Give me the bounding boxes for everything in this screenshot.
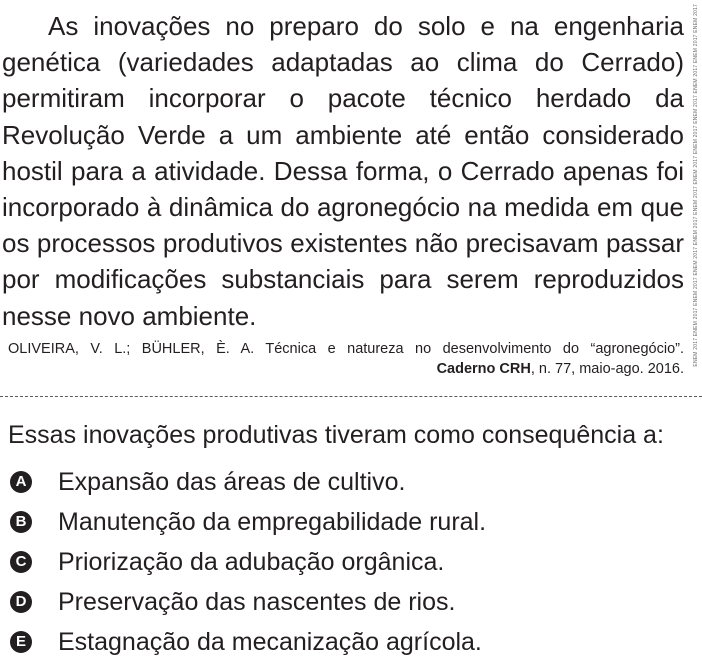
option-c-letter-badge: C	[10, 551, 32, 573]
option-b[interactable]	[10, 502, 690, 542]
option-a[interactable]	[10, 462, 690, 502]
passage-text: As inovações no preparo do solo e na engenharia genética (variedades adaptadas ao clima do Cerrado) permitiram incorporar o pacote técnico herdado da Revolução Verde a um ambiente até então considerado hostil para a atividade. Dessa forma, o Cerrado apenas foi incorporado à dinâmica do agronegócio na medida em que os processos produtivos existentes não precisavam passar por modificações substanciais para serem reproduzidos nesse novo ambiente.	[2, 11, 684, 331]
option-b-letter-badge: B	[10, 511, 32, 533]
exam-watermark	[690, 4, 702, 388]
option-c[interactable]	[10, 542, 690, 582]
reference-journal: Caderno CRH	[436, 361, 531, 377]
option-a-text: Expansão das áreas de cultivo.	[58, 468, 406, 496]
reference-details: , n. 77, maio-ago. 2016.	[530, 361, 684, 377]
option-e-letter-badge: E	[10, 631, 32, 653]
option-d-letter-badge: D	[10, 591, 32, 613]
reference-publication	[8, 359, 684, 379]
dashed-divider	[0, 396, 702, 397]
option-e[interactable]	[10, 622, 690, 662]
passage	[2, 8, 684, 334]
option-b-text: Manutenção da empregabilidade rural.	[58, 508, 487, 536]
option-d-text: Preservação das nascentes de rios.	[58, 588, 456, 616]
source-reference	[8, 339, 684, 379]
option-e-text: Estagnação da mecanização agrícola.	[58, 628, 482, 656]
option-d[interactable]	[10, 582, 690, 622]
watermark-text: ENEM 2017 ENEM 2017 ENEM 2017 ENEM 2017 ENEM 2017 ENEM 2017 ENEM 2017 ENEM 2017 ENEM 2017 ENEM 2017 ENEM 2017 ENEM 2017	[693, 4, 699, 367]
option-a-letter-badge: A	[10, 471, 32, 493]
question-stem: Essas inovações produtivas tiveram como consequência a:	[8, 421, 664, 449]
option-c-text: Priorização da adubação orgânica.	[58, 548, 445, 576]
reference-authors-title: OLIVEIRA, V. L.; BÜHLER, È. A. Técnica e natureza no desenvolvimento do “agronegócio”.	[8, 341, 684, 357]
